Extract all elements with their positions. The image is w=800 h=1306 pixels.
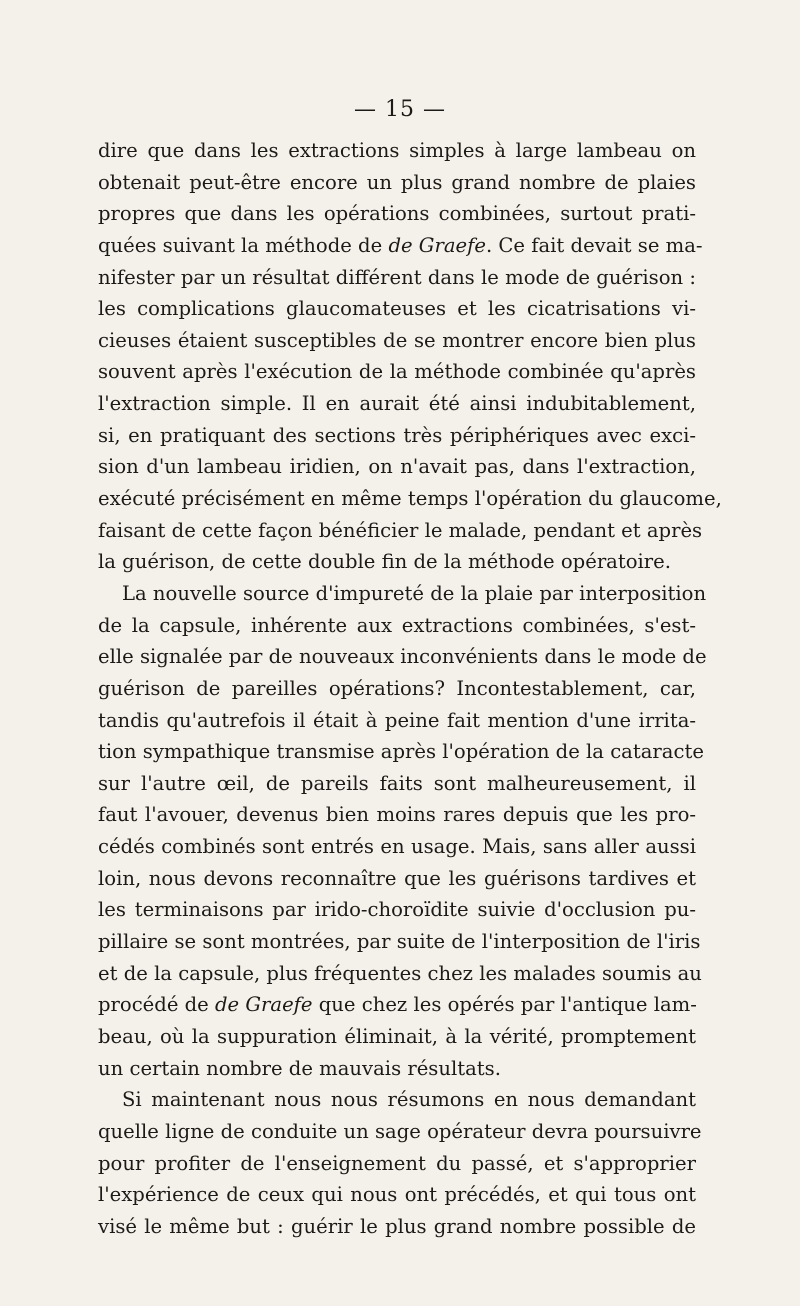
text-line: pour profiter de l'enseignement du passé, et s'approprier [98, 1151, 696, 1175]
text-line: quelle ligne de conduite un sage opérateur devra poursuivre [98, 1119, 702, 1143]
text-line: la guérison, de cette double fin de la méthode opératoire. [98, 550, 671, 574]
text-line: sion d'un lambeau iridien, on n'avait pas, dans l'extraction, [98, 455, 696, 479]
body-text [98, 135, 722, 1242]
text-line: souvent après l'exécution de la méthode combinée qu'après [98, 360, 696, 384]
text-line: les complications glaucomateuses et les cicatrisations vi- [98, 297, 696, 321]
text-line: elle signalée par de nouveaux inconvénients dans le mode de [98, 645, 707, 669]
text-line: les terminaisons par irido-choroïdite suivie d'occlusion pu- [98, 898, 696, 922]
text-line: obtenait peut-être encore un plus grand nombre de plaies [98, 170, 696, 194]
text-line: cieuses étaient susceptibles de se montrer encore bien plus [98, 328, 696, 352]
paragraph-start: La nouvelle source d'impureté de la plaie par interposition [122, 581, 707, 605]
text-line: l'expérience de ceux qui nous ont précédés, et qui tous ont [98, 1183, 696, 1207]
text-line: propres que dans les opérations combinées, surtout prati- [98, 202, 696, 226]
text-line: exécuté précisément en même temps l'opération du glaucome, [98, 487, 722, 511]
text-line: sur l'autre œil, de pareils faits sont malheureusement, il [98, 771, 696, 795]
text-line: et de la capsule, plus fréquentes chez les malades soumis au [98, 961, 702, 985]
text-line: loin, nous devons reconnaître que les guérisons tardives et [98, 866, 696, 890]
text-line: faisant de cette façon bénéficier le malade, pendant et après [98, 518, 703, 542]
text-line: visé le même but : guérir le plus grand nombre possible de [98, 1214, 696, 1238]
text-line: quées suivant la méthode de de Graefe. Ce fait devait se ma- [98, 233, 703, 257]
text-line: cédés combinés sont entrés en usage. Mais, sans aller aussi [98, 835, 696, 859]
italic-name: de Graefe [388, 233, 486, 257]
text-line: tion sympathique transmise après l'opération de la cataracte [98, 740, 704, 764]
text-line: un certain nombre de mauvais résultats. [98, 1056, 501, 1080]
paragraph-start: Si maintenant nous nous résumons en nous demandant [122, 1088, 696, 1112]
text-line: beau, où la suppuration éliminait, à la vérité, promptement [98, 1024, 696, 1048]
italic-name: de Graefe [215, 993, 313, 1017]
text-line: nifester par un résultat différent dans le mode de guérison : [98, 265, 696, 289]
text-line: faut l'avouer, devenus bien moins rares depuis que les pro- [98, 803, 696, 827]
text-line: dire que dans les extractions simples à large lambeau on [98, 139, 696, 162]
text-line: pillaire se sont montrées, par suite de l'interposition de l'iris [98, 930, 701, 954]
text-line: procédé de de Graefe que chez les opérés par l'antique lam- [98, 993, 697, 1017]
page-number: — 15 — [354, 97, 446, 122]
text-line: si, en pratiquant des sections très périphériques avec exci- [98, 423, 696, 447]
text-line: de la capsule, inhérente aux extractions combinées, s'est- [98, 613, 696, 637]
text-line: l'extraction simple. Il en aurait été ainsi indubitablement, [98, 392, 696, 416]
text-line: guérison de pareilles opérations? Incontestablement, car, [98, 676, 696, 700]
text-line: tandis qu'autrefois il était à peine fait mention d'une irrita- [98, 708, 696, 732]
